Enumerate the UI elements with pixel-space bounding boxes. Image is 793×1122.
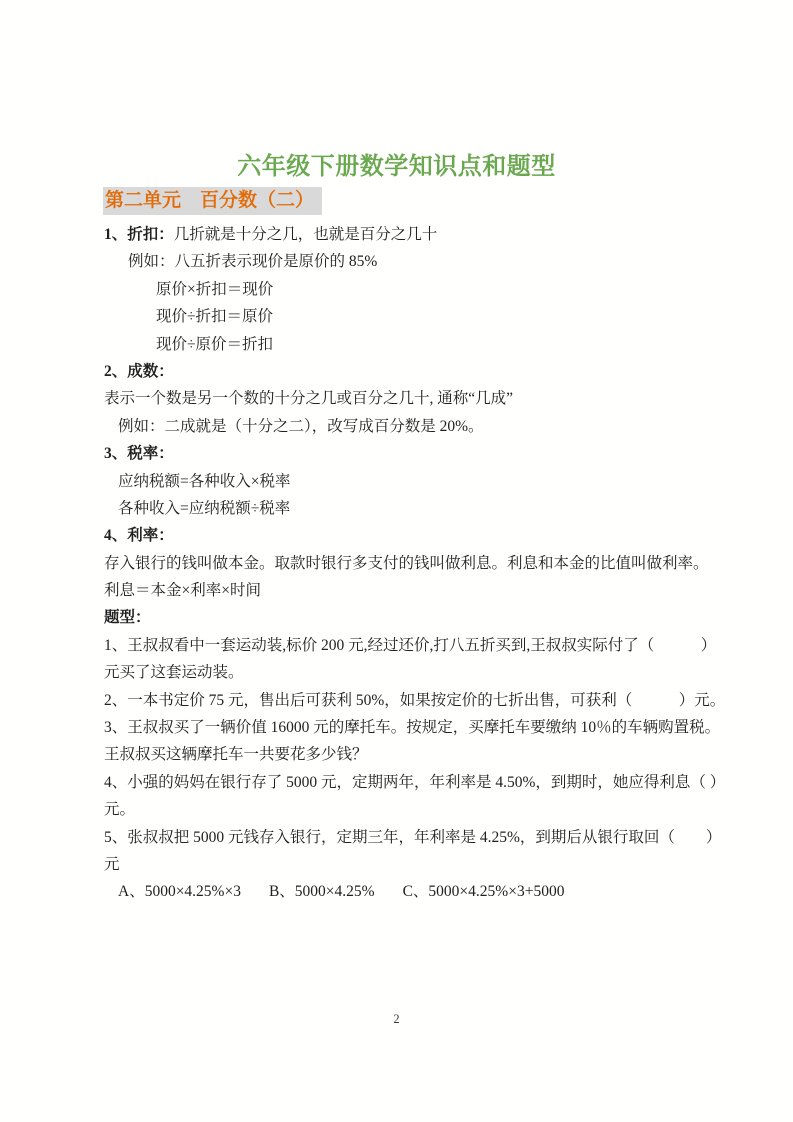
kp-interest-definition: 存入银行的钱叫做本金。取款时银行多支付的钱叫做利息。利息和本金的比值叫做利率。 [104,554,709,572]
kp-discount-heading [104,221,733,248]
formula-tax-payable: 应纳税额=各种收入×税率 [118,472,291,490]
question-5-options [104,878,733,905]
formula-original-times-discount: 原价×折扣＝现价 [156,280,274,298]
option-a: A、5000×4.25%×3 [118,883,241,901]
option-b: B、5000×4.25% [268,883,375,901]
kp-discount-definition: 几折就是十分之几，也就是百分之几十 [173,226,438,243]
document-title: 六年级下册数学知识点和题型 [237,153,556,180]
question-section-heading: 题型： [104,609,151,627]
question-1-line-1: 1、王叔叔看中一套运动装,标价 200 元,经过还价,打八五折买到,王叔叔实际付了（ ） [104,636,717,654]
question-4-line-1: 4、小强的妈妈在银行存了 5000 元，定期两年，年利率是 4.50%，到期时，她应得利息（ ） [104,773,726,791]
kp-chengshu-example: 例如：二成就是（十分之二），改写成百分数是 20%。 [118,417,484,435]
question-4-line-2: 元。 [104,801,136,819]
question-1-line-2: 元买了这套运动装。 [104,664,244,682]
section-heading: 第二单元 百分数（二） [103,187,322,215]
formula-income: 各种收入=应纳税额÷税率 [118,499,291,517]
formula-current-div-original: 现价÷原价＝折扣 [156,335,274,353]
kp-chengshu-definition: 表示一个数是另一个数的十分之几或百分之几十, 通称“几成” [104,390,514,408]
kp-discount-example: 例如：八五折表示现价是原价的 85% [128,253,378,271]
kp-interest-heading: 4、利率： [104,527,174,545]
option-c: C、5000×4.25%×3+5000 [402,883,565,901]
page-number: 2 [393,1012,400,1026]
question-5-line-2: 元 [104,855,120,873]
formula-current-div-discount: 现价÷折扣＝原价 [156,308,274,326]
document-body [104,221,733,906]
kp-discount-label: 1、折扣： [104,226,174,243]
formula-interest: 利息＝本金×利率×时间 [104,582,261,600]
kp-taxrate-heading: 3、税率： [104,445,174,463]
question-3-line-1: 3、王叔叔买了一辆价值 16000 元的摩托车。按规定，买摩托车要缴纳 10％的车辆购置税。 [104,719,721,737]
kp-chengshu-heading: 2、成数： [104,362,174,380]
question-2: 2、一本书定价 75 元，售出后可获利 50%，如果按定价的七折出售，可获利（ ）元。 [104,691,726,709]
question-3-line-2: 王叔叔买这辆摩托车一共要花多少钱？ [104,746,368,764]
question-5-line-1: 5、张叔叔把 5000 元钱存入银行，定期三年，年利率是 4.25%，到期后从银行取回（ ） [104,828,722,846]
